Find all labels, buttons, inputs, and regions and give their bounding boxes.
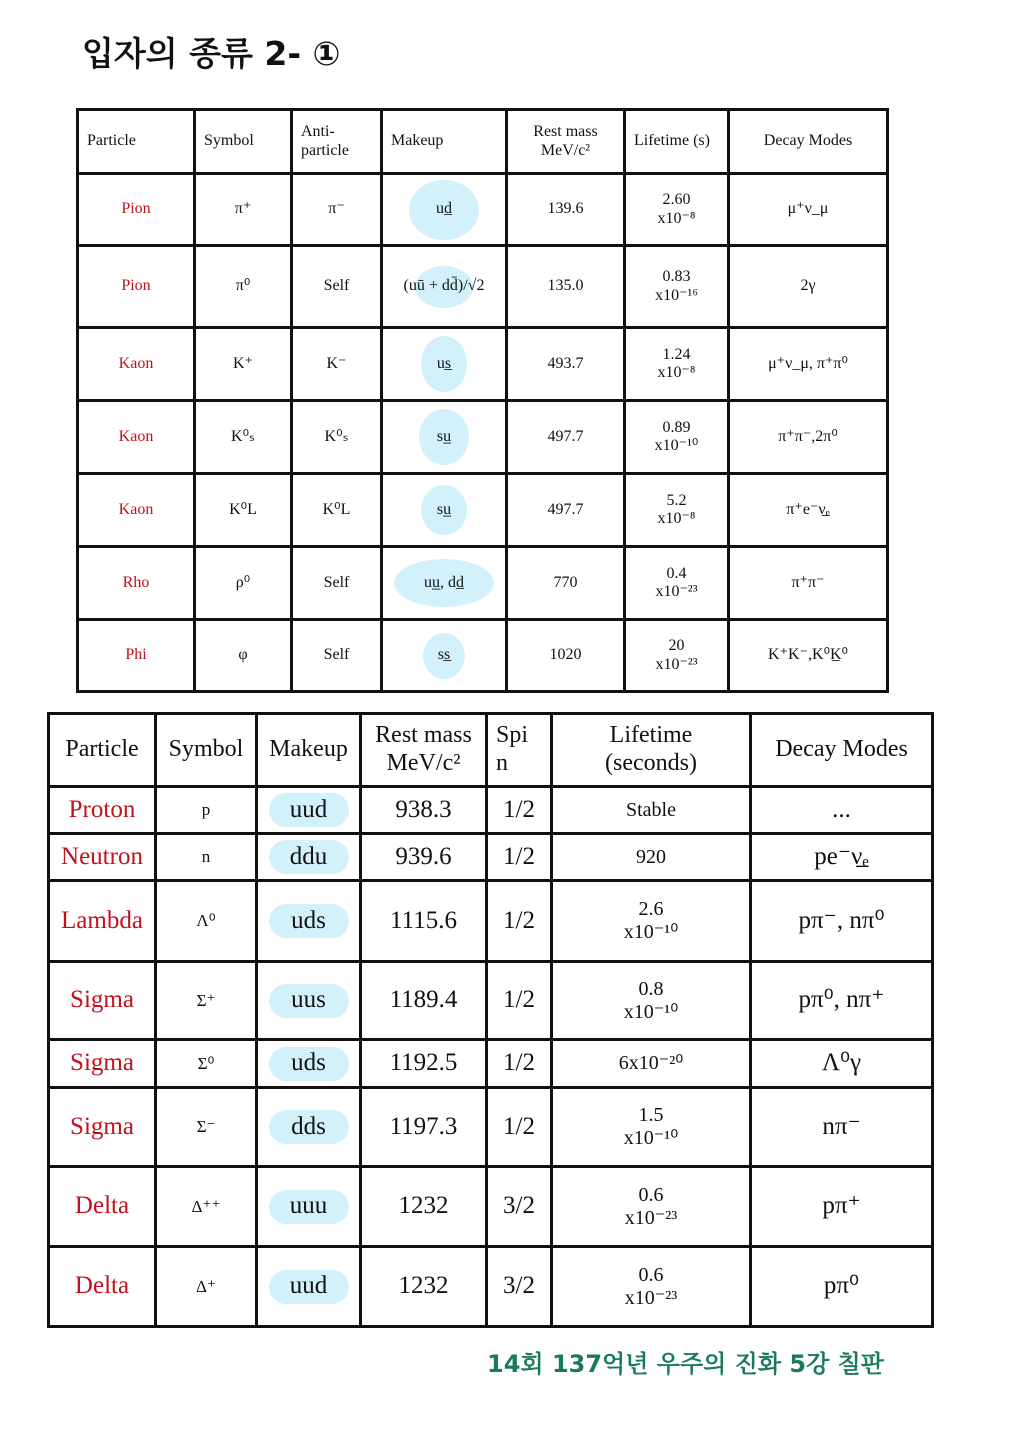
decay-modes: π⁺e⁻ν̲ₑ (786, 500, 830, 518)
rest-mass: 139.6 (547, 200, 584, 218)
lifetime-cell (625, 474, 729, 547)
makeup-cell (257, 834, 361, 881)
particle-name-cell (49, 962, 156, 1040)
makeup-cell (257, 1040, 361, 1088)
particle-name: Kaon (118, 354, 154, 372)
particle-name: Rho (122, 573, 150, 591)
column-header (507, 110, 625, 174)
lifetime-line: 0.6 (638, 1263, 664, 1286)
header-line: MeV/c² (540, 141, 591, 159)
spin: 3/2 (503, 1272, 535, 1300)
lifetime-cell (552, 1167, 751, 1247)
lifetime-cell (625, 328, 729, 401)
spin: 1/2 (503, 842, 535, 870)
decay-modes-cell (729, 246, 888, 328)
makeup-cell (382, 174, 507, 246)
antiparticle-cell (292, 474, 382, 547)
symbol-cell (156, 962, 257, 1040)
symbol-cell (156, 1040, 257, 1088)
decay-modes: nπ⁻ (822, 1112, 861, 1140)
makeup: uud (289, 1272, 328, 1300)
lifetime-cell (625, 401, 729, 474)
makeup: su̲ (436, 500, 452, 518)
symbol: K⁰ₛ (231, 427, 255, 445)
particle-name-cell (49, 1247, 156, 1327)
decay-modes: pe⁻ν̲ₑ (814, 842, 869, 870)
antiparticle: K⁰L (322, 500, 351, 518)
particle-name: Phi (125, 646, 147, 664)
rest-mass-cell (361, 834, 487, 881)
decay-modes-cell (751, 1040, 933, 1088)
particle-name: Sigma (70, 986, 134, 1014)
rest-mass-cell (361, 1040, 487, 1088)
particle-name-cell (49, 1167, 156, 1247)
lifetime-line: Stable (626, 798, 676, 821)
rest-mass-cell (361, 1167, 487, 1247)
particle-name-cell (78, 174, 195, 246)
decay-modes-cell (729, 474, 888, 547)
symbol: π⁰ (235, 277, 251, 295)
decay-modes-cell (729, 620, 888, 692)
rest-mass: 135.0 (547, 277, 584, 295)
spin-cell (487, 1167, 552, 1247)
lifetime-cell (625, 547, 729, 620)
makeup: uuu (289, 1192, 328, 1220)
table-row (78, 620, 888, 692)
particle-name: Lambda (61, 906, 143, 934)
header-line: Lifetime (s) (634, 132, 710, 150)
lifetime-cell (552, 962, 751, 1040)
rest-mass: 1115.6 (390, 906, 457, 934)
header-line: Symbol (204, 132, 254, 150)
symbol-cell (156, 881, 257, 962)
symbol: Δ⁺⁺ (191, 1196, 221, 1216)
header-line: Lifetime (609, 722, 693, 749)
lifetime-line: 2.60 (662, 191, 691, 209)
spin-cell (487, 787, 552, 834)
antiparticle-cell (292, 401, 382, 474)
column-header (49, 714, 156, 787)
particle-name-cell (78, 246, 195, 328)
header-line: (seconds) (605, 750, 697, 776)
decay-modes: pπ⁰ (823, 1272, 860, 1300)
decay-modes-cell (729, 401, 888, 474)
header-line: Particle (65, 736, 139, 763)
lifetime-cell (552, 1247, 751, 1327)
lifetime-line: x10⁻¹⁰ (623, 1127, 679, 1149)
particle-name-cell (49, 787, 156, 834)
antiparticle: Self (323, 573, 350, 591)
rest-mass: 1232 (398, 1192, 449, 1220)
lifetime-line: 20 (668, 637, 685, 655)
rest-mass: 497.7 (547, 427, 584, 445)
lifetime-line: x10⁻²³ (624, 1286, 678, 1309)
header-line: Rest mass (533, 123, 598, 141)
particle-name: Delta (74, 1192, 130, 1220)
lifetime-line: x10⁻¹⁰ (654, 437, 699, 454)
makeup: uus (291, 986, 326, 1014)
decay-modes: Λ⁰γ (821, 1049, 862, 1077)
particle-name-cell (49, 1040, 156, 1088)
rest-mass-cell (507, 620, 625, 692)
rest-mass: 770 (553, 573, 578, 591)
decay-modes: K⁺K⁻,K⁰K̲⁰ (768, 646, 848, 664)
lifetime-cell (625, 174, 729, 246)
rest-mass: 1192.5 (389, 1049, 458, 1077)
makeup: (uū + dd̄)/√2 (403, 277, 485, 295)
makeup-cell (257, 881, 361, 962)
lifetime-line: x10⁻⁸ (657, 209, 696, 227)
table-row (49, 962, 933, 1040)
symbol-cell (156, 787, 257, 834)
antiparticle: K⁰ₛ (324, 427, 349, 445)
spin: 1/2 (503, 986, 535, 1014)
symbol-cell (156, 1247, 257, 1327)
column-header (625, 110, 729, 174)
lifetime-line: 0.89 (662, 418, 691, 436)
table-row (78, 328, 888, 401)
lifetime-cell (625, 246, 729, 328)
antiparticle-cell (292, 328, 382, 401)
symbol-cell (195, 474, 292, 547)
symbol: φ (238, 646, 248, 664)
column-header (751, 714, 933, 787)
decay-modes-cell (751, 881, 933, 962)
header-line: Decay Modes (775, 736, 908, 763)
particle-name-cell (49, 834, 156, 881)
decay-modes-cell (751, 834, 933, 881)
particle-name: Sigma (70, 1112, 134, 1140)
decay-modes: 2γ (800, 277, 816, 295)
lifetime-line: x10⁻²³ (655, 655, 698, 673)
particle-name: Proton (68, 795, 136, 823)
rest-mass-cell (507, 328, 625, 401)
particle-name: Delta (74, 1272, 130, 1300)
table-row (49, 1247, 933, 1327)
antiparticle: Self (323, 646, 350, 664)
lifetime-line: x10⁻⁸ (657, 510, 696, 527)
decay-modes: pπ⁻, nπ⁰ (798, 906, 885, 934)
lifetime-line: 1.5 (638, 1104, 664, 1126)
rest-mass: 1020 (549, 646, 582, 664)
column-header (487, 714, 552, 787)
particle-name: Pion (121, 277, 151, 295)
makeup-cell (257, 1088, 361, 1167)
symbol-cell (156, 1088, 257, 1167)
decay-modes: pπ⁺ (822, 1192, 861, 1220)
column-header (195, 110, 292, 174)
column-header (156, 714, 257, 787)
lifetime-line: 2.6 (638, 898, 664, 920)
rest-mass-cell (507, 174, 625, 246)
antiparticle-cell (292, 620, 382, 692)
lifetime-cell (552, 1040, 751, 1088)
header-line: Decay Modes (763, 132, 853, 150)
decay-modes-cell (729, 328, 888, 401)
makeup-cell (257, 1167, 361, 1247)
footer-caption: 14회 137억년 우주의 진화 5강 칠판 (487, 1350, 884, 1378)
makeup: ddu (289, 842, 328, 870)
decay-modes: μ⁺ν_μ (787, 200, 829, 218)
table-row (49, 787, 933, 834)
symbol: n (201, 847, 211, 867)
symbol: p (201, 800, 211, 820)
symbol-cell (195, 547, 292, 620)
antiparticle: π⁻ (328, 200, 345, 218)
table-row (78, 401, 888, 474)
makeup-cell (382, 474, 507, 547)
makeup: su̲ (436, 427, 452, 445)
lifetime-line: 1.24 (662, 345, 691, 363)
header-line: Makeup (269, 736, 348, 763)
header-line: Anti- (301, 123, 335, 141)
lifetime-cell (625, 620, 729, 692)
antiparticle: Self (323, 277, 350, 295)
lifetime-line: 0.8 (638, 977, 664, 1000)
particle-name: Pion (121, 200, 151, 218)
header-line: MeV/c² (386, 750, 461, 776)
header-line: Symbol (168, 736, 244, 763)
makeup-cell (257, 787, 361, 834)
makeup: ss̲ (437, 646, 451, 664)
antiparticle-cell (292, 174, 382, 246)
column-header (382, 110, 507, 174)
lifetime-cell (552, 834, 751, 881)
rest-mass: 939.6 (395, 842, 452, 870)
spin-cell (487, 1088, 552, 1167)
decay-modes-cell (751, 1167, 933, 1247)
lifetime-line: x10⁻²³ (655, 583, 698, 600)
symbol: ρ⁰ (235, 573, 251, 591)
symbol-cell (195, 174, 292, 246)
particle-name-cell (78, 328, 195, 401)
lifetime-line: 0.6 (638, 1183, 664, 1206)
symbol-cell (156, 834, 257, 881)
spin-cell (487, 881, 552, 962)
rest-mass-cell (507, 474, 625, 547)
makeup: us̲ (436, 354, 452, 372)
rest-mass: 493.7 (547, 354, 584, 372)
makeup-cell (382, 328, 507, 401)
decay-modes: π⁺π⁻ (791, 573, 825, 591)
table-row (49, 1167, 933, 1247)
decay-modes: pπ⁰, nπ⁺ (798, 986, 885, 1014)
rest-mass: 1189.4 (389, 986, 458, 1014)
rest-mass-cell (361, 1247, 487, 1327)
makeup-cell (257, 962, 361, 1040)
antiparticle-cell (292, 547, 382, 620)
lifetime-cell (552, 881, 751, 962)
makeup: uu̲, dd̲ (424, 573, 464, 591)
header-line: Spi (496, 722, 529, 749)
lifetime-line: x10⁻⁸ (657, 364, 696, 381)
rest-mass-cell (361, 1088, 487, 1167)
lifetime-line: 6x10⁻²⁰ (618, 1052, 684, 1074)
table-row (49, 1088, 933, 1167)
particle-name-cell (78, 474, 195, 547)
table-row (78, 174, 888, 246)
header-line: n (496, 750, 508, 776)
lifetime-line: 920 (636, 845, 666, 868)
column-header (729, 110, 888, 174)
symbol-cell (195, 246, 292, 328)
lifetime-line: x10⁻¹⁰ (623, 1000, 679, 1023)
column-header (78, 110, 195, 174)
rest-mass-cell (361, 881, 487, 962)
spin: 1/2 (503, 1049, 535, 1077)
symbol: K⁰L (229, 500, 257, 518)
decay-modes-cell (751, 1088, 933, 1167)
rest-mass-cell (507, 401, 625, 474)
particle-name-cell (78, 401, 195, 474)
rest-mass-cell (507, 547, 625, 620)
rest-mass: 497.7 (547, 500, 584, 518)
decay-modes-cell (751, 962, 933, 1040)
decay-modes-cell (751, 1247, 933, 1327)
spin: 1/2 (503, 1112, 535, 1140)
rest-mass: 938.3 (395, 795, 452, 823)
makeup: dds (291, 1112, 326, 1140)
column-header (292, 110, 382, 174)
symbol-cell (195, 328, 292, 401)
symbol-cell (156, 1167, 257, 1247)
header-line: Rest mass (375, 722, 472, 749)
column-header (257, 714, 361, 787)
lifetime-line: x10⁻²³ (624, 1206, 678, 1229)
makeup: uud (289, 795, 328, 823)
spin-cell (487, 1040, 552, 1088)
lifetime-cell (552, 1088, 751, 1167)
decay-modes-cell (751, 787, 933, 834)
symbol: Σ⁻ (196, 1117, 216, 1137)
baryon-table (47, 712, 934, 1328)
makeup: ud̲ (436, 200, 452, 218)
symbol: Δ⁺ (196, 1276, 216, 1296)
header-line: Makeup (391, 132, 444, 150)
header-line: Particle (87, 132, 136, 150)
particle-name-cell (78, 547, 195, 620)
decay-modes: π⁺π⁻,2π⁰ (778, 427, 838, 445)
table-row (78, 547, 888, 620)
lifetime-line: x10⁻¹⁰ (623, 921, 679, 943)
lifetime-line: x10⁻¹⁶ (655, 286, 698, 304)
column-header (552, 714, 751, 787)
header-line: particle (301, 141, 349, 159)
table-row (78, 474, 888, 547)
decay-modes: ... (832, 795, 851, 823)
particle-name: Kaon (118, 427, 154, 445)
rest-mass: 1197.3 (389, 1112, 458, 1140)
table-row (49, 881, 933, 962)
makeup-cell (382, 401, 507, 474)
rest-mass-cell (361, 787, 487, 834)
makeup-cell (382, 620, 507, 692)
symbol: π⁺ (234, 200, 252, 218)
particle-name: Neutron (61, 842, 143, 870)
symbol: K⁺ (233, 354, 253, 372)
particle-name-cell (49, 1088, 156, 1167)
rest-mass: 1232 (398, 1272, 449, 1300)
symbol-cell (195, 620, 292, 692)
meson-table (76, 108, 889, 693)
spin-cell (487, 1247, 552, 1327)
decay-modes-cell (729, 174, 888, 246)
table-row (49, 1040, 933, 1088)
lifetime-line: 0.83 (662, 268, 691, 286)
spin-cell (487, 962, 552, 1040)
particle-name-cell (49, 881, 156, 962)
lifetime-line: 5.2 (666, 491, 687, 509)
page-title: 입자의 종류 2- ① (82, 34, 341, 73)
symbol: Λ⁰ (196, 911, 216, 931)
column-header (361, 714, 487, 787)
symbol: Σ⁺ (196, 990, 216, 1010)
makeup: uds (291, 1049, 326, 1077)
makeup-cell (382, 547, 507, 620)
table-row (78, 246, 888, 328)
decay-modes-cell (729, 547, 888, 620)
spin: 3/2 (503, 1192, 535, 1220)
symbol: Σ⁰ (197, 1053, 215, 1073)
decay-modes: μ⁺ν_μ, π⁺π⁰ (768, 354, 848, 372)
lifetime-line: 0.4 (666, 564, 687, 582)
spin: 1/2 (503, 906, 535, 934)
rest-mass-cell (361, 962, 487, 1040)
makeup-cell (382, 246, 507, 328)
makeup: uds (291, 906, 326, 934)
rest-mass-cell (507, 246, 625, 328)
makeup-cell (257, 1247, 361, 1327)
spin-cell (487, 834, 552, 881)
table-row (49, 834, 933, 881)
particle-name: Sigma (70, 1049, 134, 1077)
particle-name-cell (78, 620, 195, 692)
spin: 1/2 (503, 795, 535, 823)
symbol-cell (195, 401, 292, 474)
lifetime-cell (552, 787, 751, 834)
antiparticle-cell (292, 246, 382, 328)
particle-name: Kaon (118, 500, 154, 518)
antiparticle: K⁻ (326, 354, 347, 372)
